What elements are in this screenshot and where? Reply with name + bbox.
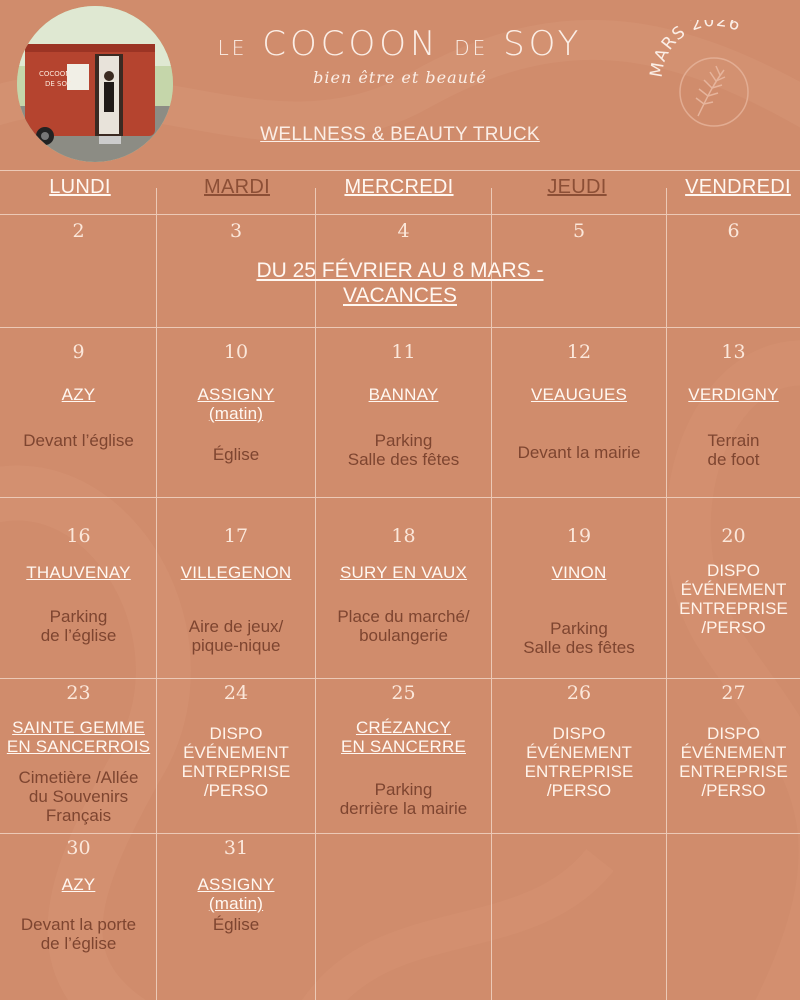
day-cell — [316, 327, 491, 497]
location-detail: Devant la mairie — [517, 443, 641, 462]
day-number: 16 — [66, 525, 91, 547]
day-number: 23 — [66, 682, 91, 704]
day-cell — [667, 497, 800, 678]
brand-logo-wordmark — [190, 24, 610, 64]
brand-tagline: bien être et beauté — [313, 68, 487, 87]
day-cell — [0, 214, 157, 327]
day-cell — [316, 678, 491, 833]
day-cell — [667, 678, 800, 833]
logo-de: DE — [454, 36, 489, 60]
day-cell — [0, 327, 157, 497]
day-number: 27 — [721, 682, 746, 704]
day-number: 13 — [721, 341, 746, 363]
day-cell — [492, 497, 666, 678]
day-cell — [157, 214, 315, 327]
day-number: 12 — [566, 341, 592, 363]
day-header-mercredi: MERCREDI — [344, 176, 454, 198]
location-detail: Parking de l’église — [40, 607, 117, 645]
day-number: 31 — [223, 837, 249, 859]
village-name: VINON — [551, 563, 607, 582]
day-cell — [0, 497, 157, 678]
logo-soy: SOY — [503, 24, 583, 64]
village-name: ASSIGNY (matin) — [197, 875, 275, 913]
logo-cocoon: COCOON — [262, 24, 440, 64]
village-name: BANNAY — [368, 385, 439, 404]
day-number: 17 — [223, 525, 249, 547]
palm-leaf-circle-icon — [648, 20, 778, 130]
day-cell — [492, 327, 666, 497]
village-name: VERDIGNY — [688, 385, 779, 404]
day-number: 6 — [727, 220, 740, 242]
day-header-vendredi: VENDREDI — [685, 176, 791, 198]
day-number: 10 — [223, 341, 249, 363]
logo-le: LE — [217, 36, 248, 60]
day-cell — [316, 497, 491, 678]
day-number: 20 — [721, 525, 746, 547]
location-detail: Terrain de foot — [707, 431, 760, 469]
village-name: CRÉZANCY EN SANCERRE — [340, 718, 466, 756]
day-number: 11 — [391, 341, 416, 363]
day-number: 26 — [566, 682, 592, 704]
location-detail: Aire de jeux/ pique-nique — [188, 617, 284, 655]
day-number: 24 — [223, 682, 249, 704]
village-name: THAUVENAY — [26, 563, 131, 582]
village-name: AZY — [61, 385, 96, 404]
village-name: SAINTE GEMME EN SANCERROIS — [6, 718, 151, 756]
location-detail: Cimetière /Allée du Souvenirs Français — [18, 768, 139, 825]
header — [0, 0, 800, 170]
day-number: 25 — [391, 682, 416, 704]
day-header-mardi: MARDI — [204, 176, 270, 198]
grid-line — [0, 170, 800, 171]
day-cell — [492, 678, 666, 833]
availability-note: DISPO ÉVÉNEMENT ENTREPRISE /PERSO — [679, 724, 788, 800]
location-detail: Parking Salle des fêtes — [347, 431, 460, 469]
day-cell — [667, 214, 800, 327]
location-detail: Parking Salle des fêtes — [523, 619, 635, 657]
village-name: VEAUGUES — [530, 385, 628, 404]
location-detail: Devant l’église — [23, 431, 134, 450]
day-cell — [157, 833, 315, 1000]
month-label: MARS 2026 — [648, 20, 744, 79]
day-cell — [0, 833, 157, 1000]
availability-note: DISPO ÉVÉNEMENT ENTREPRISE /PERSO — [524, 724, 634, 800]
location-detail: Église — [212, 915, 260, 934]
location-detail: Parking derrière la mairie — [339, 780, 468, 818]
location-detail: Devant la porte de l’église — [20, 915, 137, 953]
brand-logo — [190, 24, 610, 87]
beauty-truck-photo — [17, 6, 173, 162]
location-detail: Place du marché/ boulangerie — [337, 607, 470, 645]
day-number: 3 — [229, 220, 243, 242]
day-cell — [157, 327, 315, 497]
location-detail: Église — [212, 445, 260, 464]
subtitle: WELLNESS & BEAUTY TRUCK — [260, 124, 540, 145]
availability-note: DISPO ÉVÉNEMENT ENTREPRISE /PERSO — [679, 561, 788, 637]
day-header-lundi: LUNDI — [49, 176, 111, 198]
svg-text:COCOON: COCOON — [39, 70, 71, 78]
day-cell — [157, 497, 315, 678]
day-cell — [667, 327, 800, 497]
day-number: 5 — [572, 220, 586, 242]
day-number: 18 — [391, 525, 416, 547]
village-name: ASSIGNY (matin) — [197, 385, 275, 423]
day-cell — [316, 214, 491, 327]
village-name: VILLEGENON — [180, 563, 292, 582]
month-badge — [648, 20, 778, 130]
svg-text:DE SOY: DE SOY — [45, 80, 71, 88]
day-number: 19 — [566, 525, 592, 547]
day-header-jeudi: JEUDI — [547, 176, 607, 198]
day-cell — [157, 678, 315, 833]
day-number: 2 — [72, 220, 85, 242]
day-number: 4 — [397, 220, 410, 242]
day-cell — [492, 214, 666, 327]
day-number: 30 — [66, 837, 91, 859]
day-cell — [0, 678, 157, 833]
village-name: AZY — [61, 875, 96, 894]
vacances-banner: DU 25 FÉVRIER AU 8 MARS - VACANCES — [256, 259, 544, 307]
svg-text:MARS 2026 — [648, 20, 744, 79]
day-number: 9 — [72, 341, 85, 363]
village-name: SURY EN VAUX — [339, 563, 468, 582]
availability-note: DISPO ÉVÉNEMENT ENTREPRISE /PERSO — [181, 724, 291, 800]
